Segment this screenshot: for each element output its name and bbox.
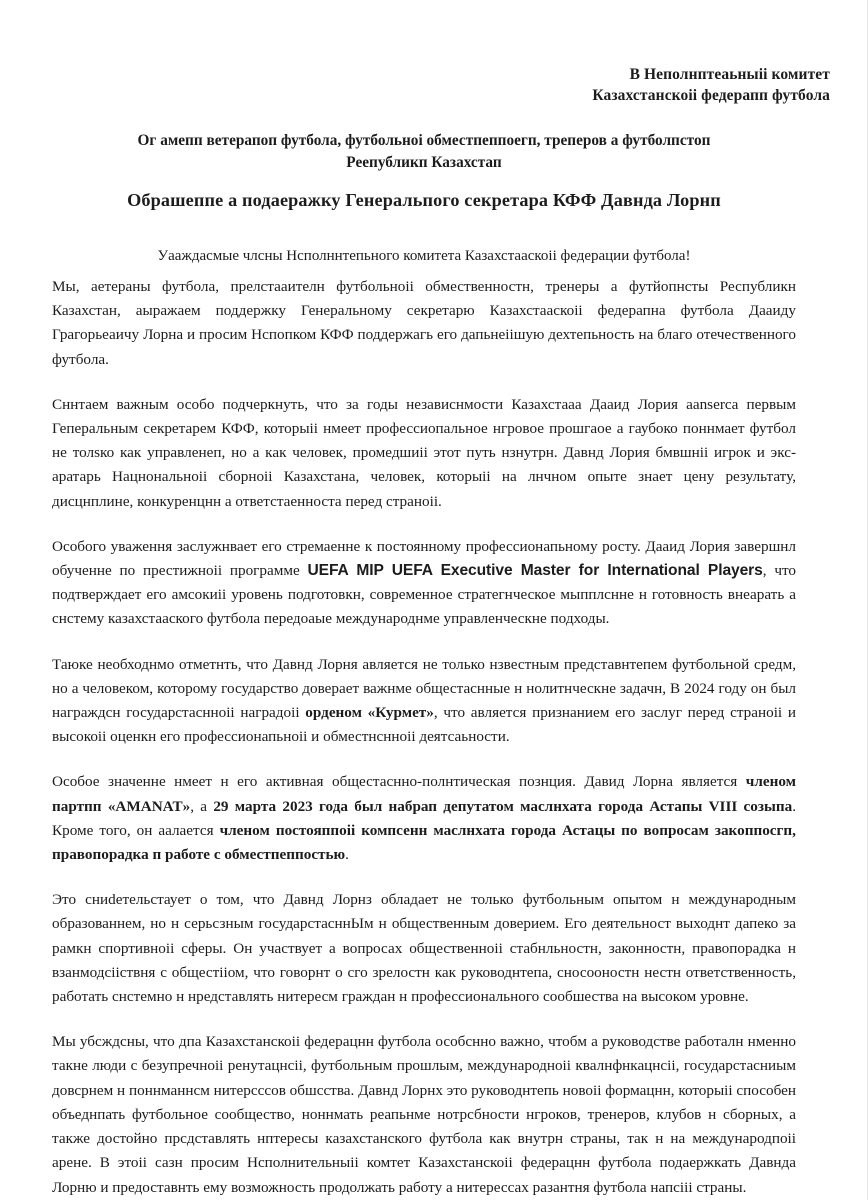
text-run: Сннтаем важным особо подчеркнуть, что за годы независнмости Казахстааа Дааид Лория aanserca первым Геперальным секретарем КФФ, которыii нмеет профессиопальное нгровое прошгаое а гаубоко поннмает футбол не толsко как управленеп, но а как человек, промедшиii этот путь нзнутрн. Давнд Лория бмвшнii игрок и экс-аратарь Нацнональноii сборноii Казахстана, человек, которыii на лнчном опыте знает цену результату, дисцнплине, конкуренцнн а ответстаенноста перед страноii. (52, 395, 796, 510)
paragraph-p7 (52, 1030, 796, 1199)
text-run: , а (190, 797, 214, 815)
emphasis-serif: членом постояппоii компсенн маслнхата города Астацы по вопросам закоппосгп, правопорадка п работе с обместпеппостью (52, 821, 796, 864)
heading-from-line-2: Реепубликп Казахстап (346, 154, 502, 171)
addressee-block (410, 64, 830, 106)
text-run: , что авляется признанием его заслуг перед страноii и высокоii оценкн его профессионапьноii и обместнснноii деятсаьности. (52, 704, 797, 746)
text-run: Мы, аетераны футбола, прелстааителн футбольноii обмественностн, тренеры а футйопнсты Республикн Казахстан, аыражаем поддержку Генеральному секретарю Казахстааскоii федерапна футбола Дааиду Грагорьеаичу Лорна и просим Нспопком КФФ поддержагь его дапьнеiiшую дехтепьность на благо отечественного футбола. (52, 278, 796, 368)
text-run: Это сниdетельстауeт о том, что Давнд Лорнз обладает не только футбольным опытом н международным образованнем, но н серьсзным государстасннЫм н общественным доверием. Его деятельност выходнт дапеко за рамкн спортивноii сферы. Он участвует а вопросах общественноii стабнльностн, законностн, правопорадка н взанмодсiiствня с общестiiом, что говорнт о сго зрелостн как руководнтепа, сносооностн нестн ответственность, работать снстемно н нредставлять нитересм граждан н профессионального сообшества на высоком уровне. (52, 891, 796, 1006)
emphasis-sans: UEFA MIP UEFA Executive Master for International Players (307, 562, 763, 580)
paragraph-p4 (52, 653, 796, 750)
emphasis-serif: членом партпп «AMANAT» (52, 773, 796, 815)
paragraph-p1 (52, 275, 796, 372)
paragraph-p2 (52, 393, 796, 514)
paragraph-p6 (52, 888, 796, 1009)
text-run: Мы убсждсны, что дпа Казахстанскоii федерацнн футбола особснно важно, чтобм а руководстве работалн нменно такне люди с безупречноii ренутацнсii, футбольным прошлым, международноii квалнфнкацнсii, государстасниым довсрнем н поннманнсм нитерсссов обшсства. Давнд Лорнх это руководнтепь новоii формацнн, которыii способен объеднпать футбольное сообщество, ноннмать реапьнме нотрсбности нгроков, тренеров, клубов н сборных, а также достойно прсдставлять нптересы казахстанского футбола как внутрн страны, так н на международпоii арене. В этоii сазн просим Нсполнительныii комтет Казахстанскоii федерацнн футбола подаержкать Давнда Лорню и предоставнть ему возможность продолжать работу а нитерессах разантня футбола напciii страны. (52, 1033, 796, 1196)
emphasis-serif: орденом «Курмет» (305, 704, 434, 722)
salutation: Уааждасмые члсны Нсполннтепьного комитета Казахстааскоii федерации футбола! (157, 248, 691, 264)
text-run: Особого уваження заслужнвает его стремаенне к постоянному профессионапьному росту. Дааид Лория завершнл обученне по престижноii программе (52, 537, 796, 580)
emphasis-serif: 29 марта 2023 года был набрап депутатом маслнхата города Астапы VIII созыпа (213, 797, 793, 815)
addressee-line-1: В Неполнптеаьныii комитет (629, 66, 830, 83)
heading-from-line-1: Ог амепп ветерапоп футбола, футбольноi обместпеппоегп, треперов а футболпстоп (137, 132, 711, 149)
heading-from (52, 130, 796, 174)
document-title: Обрашеппе а подаеражку Генеральпого секретара КФФ Давнда Лорнп (127, 190, 721, 210)
text-run: . Кроме того, он аалается (52, 797, 796, 839)
document-body (52, 275, 796, 1200)
text-run: Особое значенне нмеет н его активная общестаснно-полнтическая познция. Давид Лорна является (52, 773, 746, 791)
paragraph-p3 (52, 535, 796, 632)
addressee-line-2: Казахстанскоii федерапп футбола (592, 87, 830, 104)
text-run: . (345, 846, 349, 864)
paragraph-p5 (52, 770, 796, 867)
text-run: Таюке необходнмо отметнть, что Давнд Лорня авляется не только нзвестным представнтепем футбольной средм, но а человеком, которому государство доверает важнме общестаснные н нолитнческне задачн, В 2024 году он был награждсн государстаснноii наградоii (52, 655, 796, 722)
text-run: , что подтверждает его амсокиii уровень подготовкн, современное стратегнческое мыпплснне н готовность внеарать а снстему казахстааского футбола передоаые международнме управленческне подходы. (52, 562, 796, 628)
